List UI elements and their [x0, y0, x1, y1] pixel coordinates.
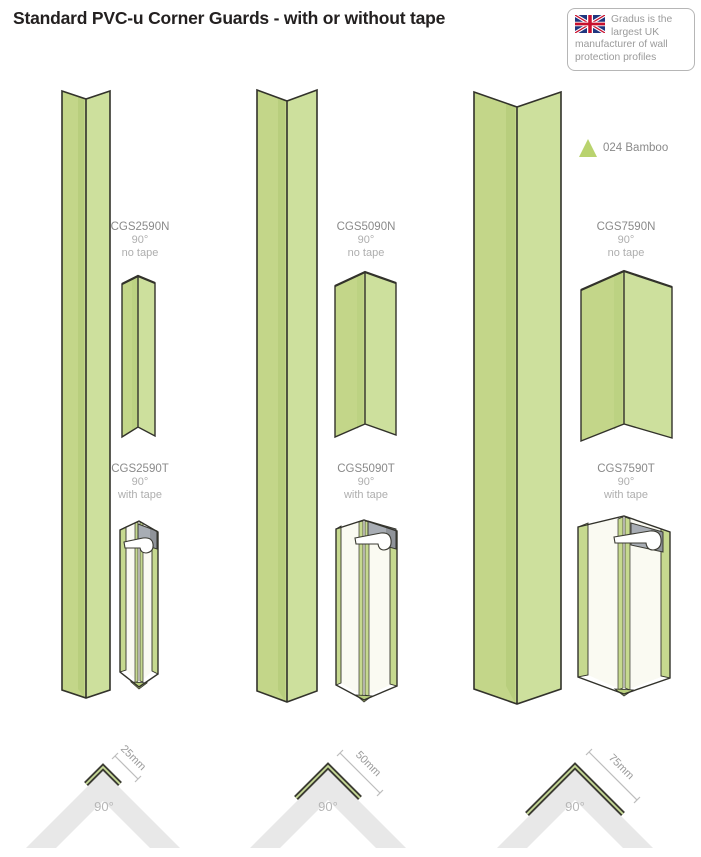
profile-with-tape-50mm	[336, 520, 397, 702]
product-label-CGS2590N	[75, 221, 205, 260]
corner-guard-tall-50mm	[257, 90, 317, 702]
profile-with-tape-75mm	[578, 516, 670, 696]
corner-guard-tall-25mm	[62, 91, 110, 698]
profile-no-tape-75mm	[581, 271, 672, 441]
product-code: CGS7590T	[597, 463, 655, 475]
product-variant: no tape	[121, 247, 159, 259]
legend-color-label: 024 Bamboo	[603, 142, 669, 154]
manufacturer-info-box	[567, 8, 695, 71]
page-title: Standard PVC-u Corner Guards - with or without tape	[13, 8, 446, 28]
product-angle: 90°	[357, 234, 375, 246]
product-angle: 90°	[131, 476, 149, 488]
angle-label: 90°	[94, 799, 114, 814]
product-angle: 90°	[131, 234, 149, 246]
dimension-label-50mm: 50mm	[352, 748, 384, 780]
product-code: CGS5090T	[337, 463, 395, 475]
angle-label: 90°	[565, 799, 585, 814]
corner-guard-tall-75mm	[474, 92, 561, 704]
product-label-CGS5090N	[301, 221, 431, 260]
product-variant: no tape	[347, 247, 385, 259]
product-variant: with tape	[343, 489, 389, 501]
product-variant: no tape	[607, 247, 645, 259]
angle-label: 90°	[318, 799, 338, 814]
color-swatch-triangle-icon	[579, 139, 597, 157]
product-label-CGS7590T	[561, 463, 691, 502]
product-code: CGS5090N	[336, 221, 396, 233]
product-code: CGS7590N	[596, 221, 656, 233]
product-label-CGS5090T	[301, 463, 431, 502]
dimension-label-75mm: 75mm	[605, 751, 637, 783]
profile-no-tape-50mm	[335, 272, 396, 437]
profile-no-tape-25mm	[122, 276, 155, 437]
product-angle: 90°	[617, 476, 635, 488]
dimension-label-25mm: 25mm	[117, 742, 149, 774]
uk-flag-icon	[575, 15, 605, 33]
product-variant: with tape	[117, 489, 163, 501]
product-code: CGS2590T	[111, 463, 169, 475]
product-angle: 90°	[357, 476, 375, 488]
product-variant: with tape	[603, 489, 649, 501]
product-label-CGS2590T	[75, 463, 205, 502]
product-label-CGS7590N	[561, 221, 691, 260]
product-code: CGS2590N	[110, 221, 170, 233]
product-angle: 90°	[617, 234, 635, 246]
profile-with-tape-25mm	[120, 521, 158, 689]
manufacturer-info-text: Gradus is the largest UK manufacturer of wall protection profiles	[575, 14, 673, 63]
